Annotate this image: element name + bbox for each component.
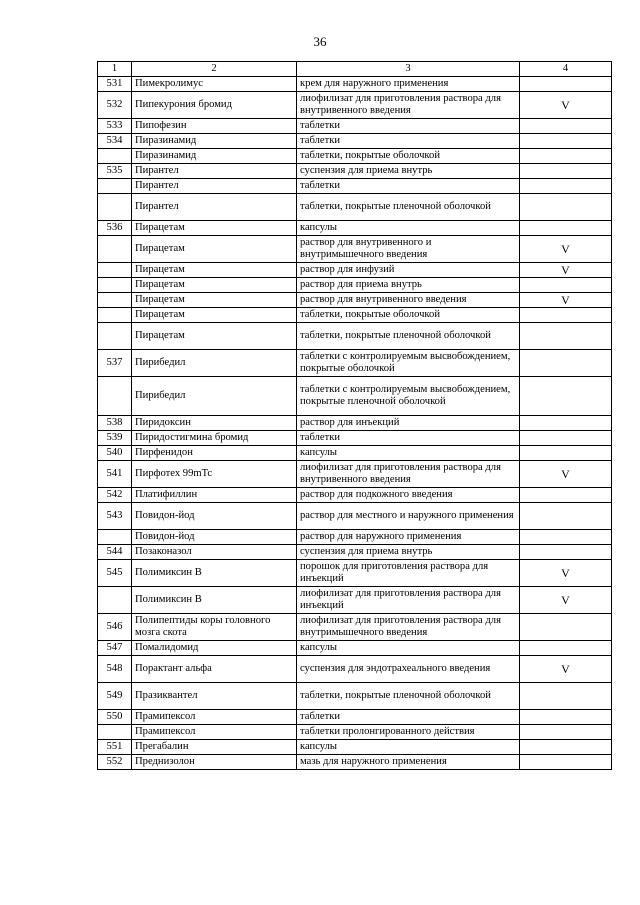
drug-name-cell: Полимиксин В (132, 560, 297, 587)
vital-mark-cell: V (520, 236, 612, 263)
table-row (98, 377, 612, 416)
table-row (98, 461, 612, 488)
dosage-form-cell: таблетки, покрытые пленочной оболочкой (297, 683, 520, 710)
drug-name-cell: Пирацетам (132, 323, 297, 350)
table-row (98, 164, 612, 179)
vital-mark-cell (520, 710, 612, 725)
drug-name-cell: Пирацетам (132, 263, 297, 278)
vital-mark-cell: V (520, 656, 612, 683)
row-number-cell (98, 149, 132, 164)
row-number-cell: 542 (98, 488, 132, 503)
row-number-cell: 533 (98, 119, 132, 134)
vital-mark-cell (520, 503, 612, 530)
drug-name-cell: Повидон-йод (132, 530, 297, 545)
drug-name-cell: Пирибедил (132, 377, 297, 416)
drug-name-cell: Прамипексол (132, 725, 297, 740)
table-row (98, 725, 612, 740)
drug-name-cell: Пирантел (132, 179, 297, 194)
vital-mark-cell: V (520, 92, 612, 119)
vital-mark-cell (520, 308, 612, 323)
table-row (98, 740, 612, 755)
table-row (98, 236, 612, 263)
row-number-cell: 531 (98, 77, 132, 92)
vital-mark-cell (520, 323, 612, 350)
table-row (98, 755, 612, 770)
drug-name-cell: Пипекурония бромид (132, 92, 297, 119)
drug-name-cell: Порактант альфа (132, 656, 297, 683)
dosage-form-cell: раствор для внутривенного введения (297, 293, 520, 308)
table-row (98, 656, 612, 683)
drug-name-cell: Пиридостигмина бромид (132, 431, 297, 446)
dosage-form-cell: таблетки, покрытые пленочной оболочкой (297, 194, 520, 221)
drug-name-cell: Прамипексол (132, 710, 297, 725)
vital-mark-cell: V (520, 560, 612, 587)
dosage-form-cell: раствор для приема внутрь (297, 278, 520, 293)
row-number-cell (98, 725, 132, 740)
vital-mark-cell (520, 740, 612, 755)
dosage-form-cell: лиофилизат для приготовления раствора для внутривенного введения (297, 92, 520, 119)
table-row (98, 545, 612, 560)
header-col-1: 1 (98, 62, 132, 77)
drug-name-cell: Пиридоксин (132, 416, 297, 431)
vital-mark-cell: V (520, 461, 612, 488)
vital-mark-cell (520, 77, 612, 92)
dosage-form-cell: суспензия для приема внутрь (297, 545, 520, 560)
vital-mark-cell (520, 194, 612, 221)
table-row (98, 179, 612, 194)
table-row (98, 503, 612, 530)
row-number-cell: 535 (98, 164, 132, 179)
dosage-form-cell: капсулы (297, 641, 520, 656)
dosage-form-cell: таблетки, покрытые пленочной оболочкой (297, 323, 520, 350)
dosage-form-cell: раствор для наружного применения (297, 530, 520, 545)
vital-mark-cell (520, 221, 612, 236)
dosage-form-cell: таблетки пролонгированного действия (297, 725, 520, 740)
row-number-cell (98, 263, 132, 278)
dosage-form-cell: капсулы (297, 446, 520, 461)
drug-name-cell: Пипофезин (132, 119, 297, 134)
drug-name-cell: Пирибедил (132, 350, 297, 377)
vital-mark-cell (520, 431, 612, 446)
table-row (98, 587, 612, 614)
table-row (98, 614, 612, 641)
vital-mark-cell: V (520, 587, 612, 614)
row-number-cell: 540 (98, 446, 132, 461)
dosage-form-cell: таблетки, покрытые оболочкой (297, 149, 520, 164)
vital-mark-cell (520, 119, 612, 134)
drug-name-cell: Пирацетам (132, 236, 297, 263)
vital-mark-cell (520, 488, 612, 503)
dosage-form-cell: раствор для подкожного введения (297, 488, 520, 503)
dosage-form-cell: таблетки (297, 119, 520, 134)
dosage-form-cell: капсулы (297, 740, 520, 755)
table-row (98, 194, 612, 221)
header-col-3: 3 (297, 62, 520, 77)
vital-mark-cell: V (520, 293, 612, 308)
vital-mark-cell (520, 350, 612, 377)
drug-name-cell: Пирфенидон (132, 446, 297, 461)
drug-name-cell: Полимиксин В (132, 587, 297, 614)
table-row (98, 308, 612, 323)
vital-mark-cell (520, 164, 612, 179)
vital-mark-cell (520, 149, 612, 164)
table-row (98, 488, 612, 503)
vital-mark-cell (520, 377, 612, 416)
vital-mark-cell (520, 530, 612, 545)
row-number-cell: 539 (98, 431, 132, 446)
row-number-cell: 551 (98, 740, 132, 755)
drug-name-cell: Позаконазол (132, 545, 297, 560)
table-row (98, 710, 612, 725)
table-row (98, 263, 612, 278)
row-number-cell (98, 323, 132, 350)
table-row (98, 149, 612, 164)
row-number-cell (98, 293, 132, 308)
dosage-form-cell: мазь для наружного применения (297, 755, 520, 770)
table-row (98, 323, 612, 350)
dosage-form-cell: раствор для инъекций (297, 416, 520, 431)
row-number-cell: 541 (98, 461, 132, 488)
row-number-cell: 552 (98, 755, 132, 770)
drug-name-cell: Пирацетам (132, 278, 297, 293)
vital-mark-cell (520, 755, 612, 770)
row-number-cell: 537 (98, 350, 132, 377)
row-number-cell: 550 (98, 710, 132, 725)
row-number-cell (98, 179, 132, 194)
drug-name-cell: Преднизолон (132, 755, 297, 770)
row-number-cell: 547 (98, 641, 132, 656)
drug-name-cell: Пирацетам (132, 221, 297, 236)
dosage-form-cell: таблетки (297, 179, 520, 194)
row-number-cell (98, 377, 132, 416)
table-row (98, 530, 612, 545)
row-number-cell: 548 (98, 656, 132, 683)
row-number-cell: 538 (98, 416, 132, 431)
drug-name-cell: Прегабалин (132, 740, 297, 755)
drug-name-cell: Полипептиды коры головного мозга скота (132, 614, 297, 641)
header-col-4: 4 (520, 62, 612, 77)
drug-table (97, 61, 612, 770)
table-row (98, 446, 612, 461)
vital-mark-cell (520, 614, 612, 641)
table-header-row (98, 62, 612, 77)
table-row (98, 134, 612, 149)
drug-name-cell: Помалидомид (132, 641, 297, 656)
dosage-form-cell: раствор для местного и наружного применения (297, 503, 520, 530)
row-number-cell: 546 (98, 614, 132, 641)
drug-name-cell: Пимекролимус (132, 77, 297, 92)
drug-name-cell: Пирантел (132, 194, 297, 221)
dosage-form-cell: таблетки с контролируемым высвобождением, покрытые оболочкой (297, 350, 520, 377)
header-col-2: 2 (132, 62, 297, 77)
row-number-cell: 532 (98, 92, 132, 119)
row-number-cell: 545 (98, 560, 132, 587)
table-row (98, 92, 612, 119)
table-row (98, 560, 612, 587)
dosage-form-cell: лиофилизат для приготовления раствора для инъекций (297, 587, 520, 614)
row-number-cell: 544 (98, 545, 132, 560)
row-number-cell: 543 (98, 503, 132, 530)
dosage-form-cell: лиофилизат для приготовления раствора для внутримышечного введения (297, 614, 520, 641)
row-number-cell: 534 (98, 134, 132, 149)
drug-name-cell: Пиразинамид (132, 149, 297, 164)
table-row (98, 416, 612, 431)
dosage-form-cell: таблетки (297, 431, 520, 446)
row-number-cell (98, 194, 132, 221)
table-body (98, 77, 612, 770)
row-number-cell (98, 278, 132, 293)
dosage-form-cell: капсулы (297, 221, 520, 236)
vital-mark-cell (520, 446, 612, 461)
table-row (98, 641, 612, 656)
dosage-form-cell: суспензия для приема внутрь (297, 164, 520, 179)
row-number-cell (98, 236, 132, 263)
vital-mark-cell (520, 725, 612, 740)
dosage-form-cell: таблетки (297, 134, 520, 149)
table-row (98, 683, 612, 710)
vital-mark-cell (520, 278, 612, 293)
dosage-form-cell: порошок для приготовления раствора для инъекций (297, 560, 520, 587)
drug-name-cell: Празиквантел (132, 683, 297, 710)
vital-mark-cell (520, 179, 612, 194)
page-number: 36 (313, 34, 327, 49)
row-number-cell: 536 (98, 221, 132, 236)
dosage-form-cell: лиофилизат для приготовления раствора для внутривенного введения (297, 461, 520, 488)
vital-mark-cell (520, 641, 612, 656)
dosage-form-cell: раствор для внутривенного и внутримышечного введения (297, 236, 520, 263)
row-number-cell (98, 587, 132, 614)
dosage-form-cell: таблетки с контролируемым высвобождением, покрытые пленочной оболочкой (297, 377, 520, 416)
dosage-form-cell: таблетки, покрытые оболочкой (297, 308, 520, 323)
table-row (98, 77, 612, 92)
drug-name-cell: Повидон-йод (132, 503, 297, 530)
row-number-cell: 549 (98, 683, 132, 710)
dosage-form-cell: суспензия для эндотрахеального введения (297, 656, 520, 683)
vital-mark-cell (520, 416, 612, 431)
table-row (98, 293, 612, 308)
drug-name-cell: Платифиллин (132, 488, 297, 503)
table-row (98, 221, 612, 236)
table-row (98, 350, 612, 377)
table-row (98, 119, 612, 134)
row-number-cell (98, 308, 132, 323)
dosage-form-cell: крем для наружного применения (297, 77, 520, 92)
drug-name-cell: Пирантел (132, 164, 297, 179)
drug-name-cell: Пирфотех 99mTc (132, 461, 297, 488)
vital-mark-cell: V (520, 263, 612, 278)
drug-name-cell: Пирацетам (132, 293, 297, 308)
vital-mark-cell (520, 683, 612, 710)
drug-name-cell: Пиразинамид (132, 134, 297, 149)
table-row (98, 278, 612, 293)
drug-name-cell: Пирацетам (132, 308, 297, 323)
table-row (98, 431, 612, 446)
row-number-cell (98, 530, 132, 545)
dosage-form-cell: раствор для инфузий (297, 263, 520, 278)
vital-mark-cell (520, 545, 612, 560)
vital-mark-cell (520, 134, 612, 149)
dosage-form-cell: таблетки (297, 710, 520, 725)
